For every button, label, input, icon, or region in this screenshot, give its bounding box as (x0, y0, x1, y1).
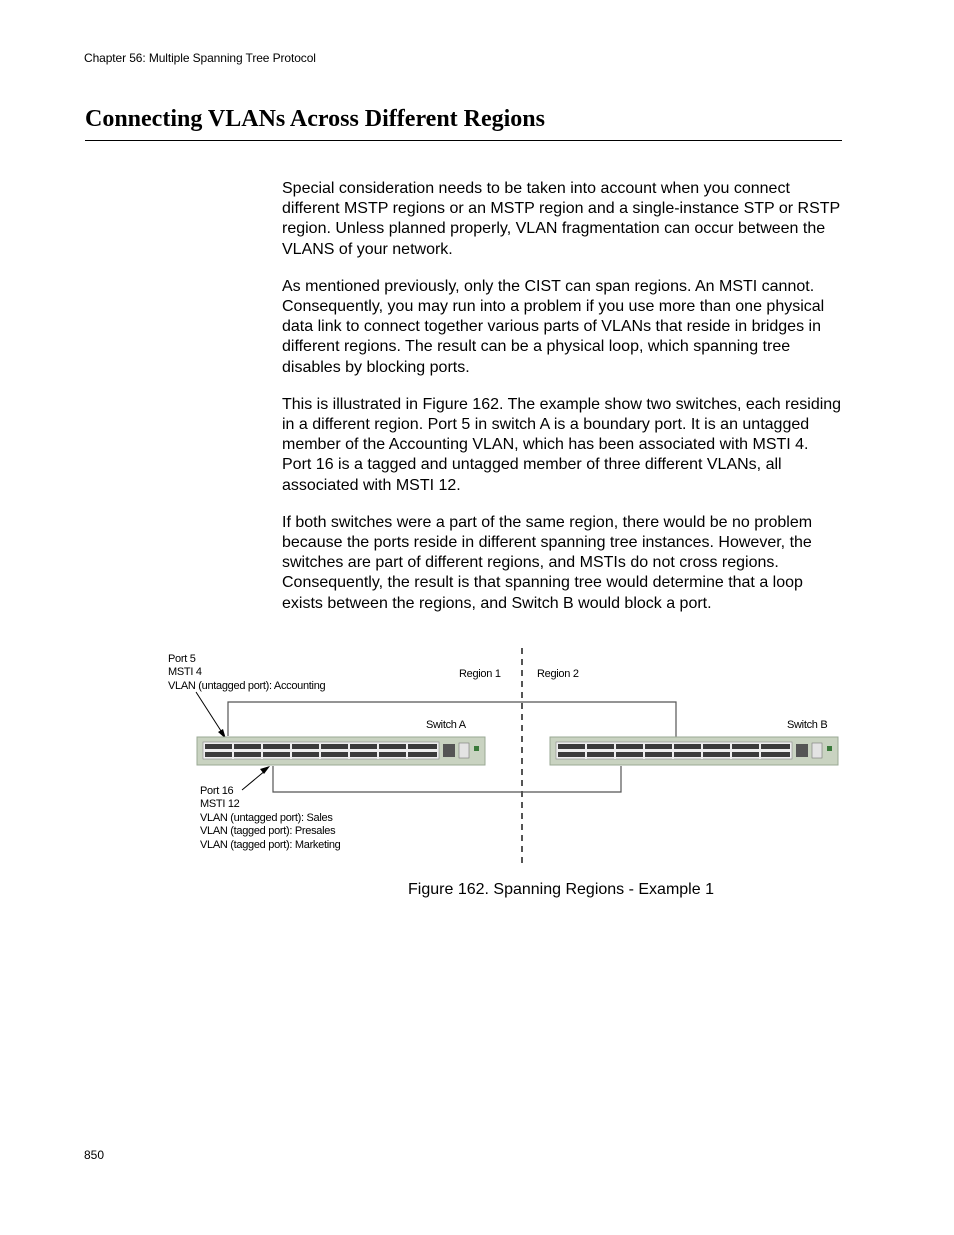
port5-label-line: MSTI 4 (168, 666, 202, 679)
switch-a-led (474, 746, 479, 751)
arrow-port5 (196, 692, 223, 734)
title-rule (85, 140, 842, 141)
figure-caption: Figure 162. Spanning Regions - Example 1 (408, 881, 714, 898)
port5-label-line: VLAN (untagged port): Accounting (168, 679, 326, 692)
switch-b-uplink (796, 744, 808, 757)
port5-labels (168, 653, 325, 693)
figure-spanning-regions (160, 640, 850, 870)
switch-b-label: Switch B (787, 719, 828, 731)
switch-b (550, 737, 838, 765)
switch-b-console (812, 743, 822, 758)
page-number: 850 (84, 1148, 105, 1162)
switch-b-led (827, 746, 832, 751)
region1-label: Region 1 (459, 668, 501, 680)
paragraph: As mentioned previously, only the CIST can span regions. An MSTI cannot. Consequently, you may run into a problem if you use more than one physical data link to connect together various parts of VLANs that reside in bridges in different regions. The result can be a physical loop, which spanning tree disables by blocking ports. (282, 277, 825, 376)
paragraph: If both switches were a part of the same region, there would be no problem because the ports reside in different spanning tree instances. However, the switches are part of different regions, and MSTIs do not cross regions. Consequently, the result is that spanning tree would determine that a loop exists between the regions, and Switch B would block a port. (282, 513, 813, 612)
paragraph: Special consideration needs to be taken into account when you connect different MSTP regions or an MSTP region and a single-instance STP or RSTP region. Unless planned properly, VLAN fragmentation can occur between the VLANS of your network. (282, 180, 840, 258)
port5-label-line: Port 5 (168, 653, 196, 665)
switch-a-uplink (443, 744, 455, 757)
switch-a-label: Switch A (426, 719, 466, 731)
port16-label-line: VLAN (tagged port): Marketing (200, 838, 341, 851)
switch-a (197, 737, 485, 765)
section-title: Connecting VLANs Across Different Regions (85, 106, 545, 132)
arrow-port16-head (260, 766, 270, 774)
port16-labels (200, 785, 340, 852)
port16-label-line: Port 16 (200, 785, 234, 797)
switch-a-console (459, 743, 469, 758)
region2-label: Region 2 (537, 668, 579, 680)
body-text (282, 179, 842, 631)
port16-label-line: MSTI 12 (200, 798, 240, 811)
port16-label-line: VLAN (untagged port): Sales (200, 811, 333, 824)
running-head: Chapter 56: Multiple Spanning Tree Protocol (84, 51, 316, 65)
paragraph: This is illustrated in Figure 162. The example show two switches, each residing in a different region. Port 5 in switch A is a boundary port. It is an untagged member of the Accounting VLAN, which has been associated with MSTI 4. Port 16 is a tagged and untagged member of three different VLANs, all associated with MSTI 12. (282, 395, 842, 494)
port16-label-line: VLAN (tagged port): Presales (200, 825, 336, 838)
